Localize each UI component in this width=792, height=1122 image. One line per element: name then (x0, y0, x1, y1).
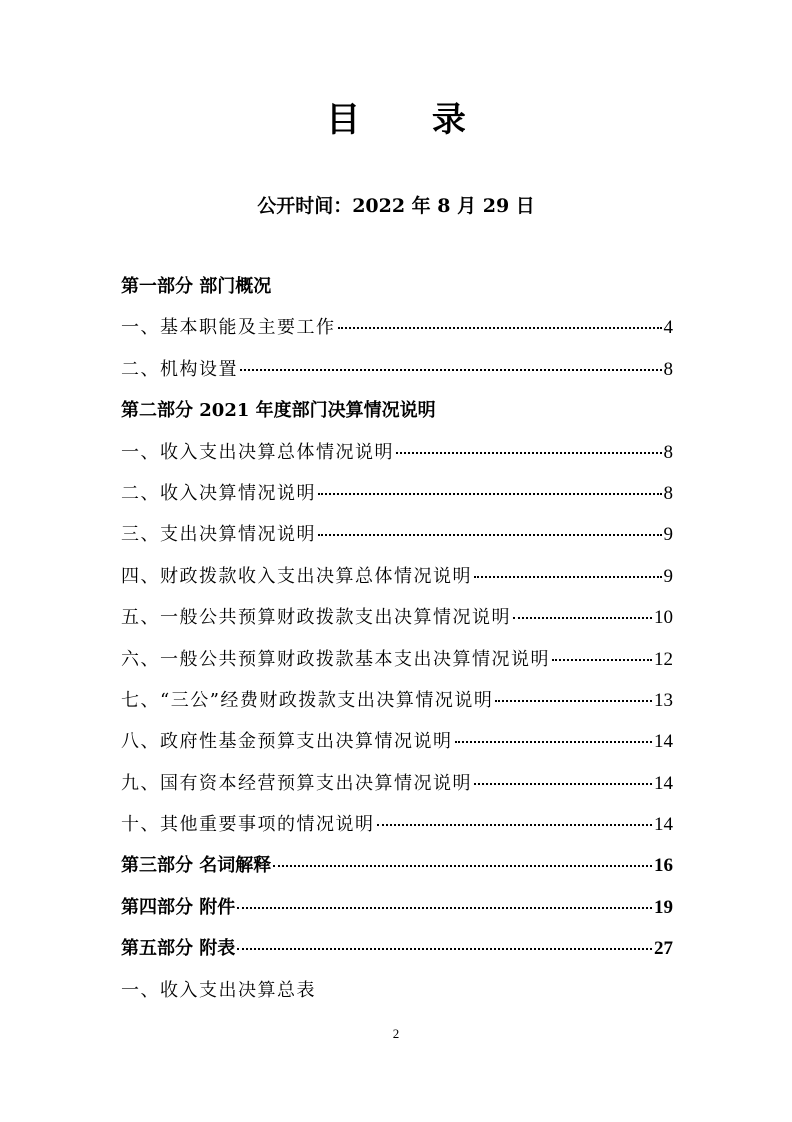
page-number: 2 (392, 1026, 400, 1041)
toc-entry-label: 一、收入支出决算总表 (121, 979, 316, 1001)
toc-dot-leader (318, 493, 662, 495)
toc-entry-label: 五、一般公共预算财政拨款支出决算情况说明 (121, 607, 511, 629)
toc-part-heading[interactable] (121, 933, 673, 974)
toc-entry[interactable] (121, 478, 673, 519)
toc-dot-leader (318, 534, 662, 536)
toc-entry-page: 27 (654, 938, 673, 960)
toc-entry-page: 14 (654, 731, 673, 753)
toc-dot-leader (338, 327, 662, 329)
toc-entry[interactable] (121, 726, 673, 767)
toc-part-heading[interactable] (121, 271, 673, 312)
toc-entry[interactable] (121, 437, 673, 478)
toc-entry-page: 13 (654, 689, 673, 711)
toc-entry-page: 4 (663, 317, 673, 339)
toc-entry-label: 第三部分 名词解释 (121, 855, 272, 877)
toc-dot-leader (474, 576, 662, 578)
toc-entry[interactable] (121, 312, 673, 353)
toc-entry-page: 12 (654, 648, 673, 670)
toc-entry-label: 第二部分 2021 年度部门决算情况说明 (121, 400, 436, 422)
toc-entry-label: 八、政府性基金预算支出决算情况说明 (121, 731, 453, 753)
toc-entry-page: 10 (654, 607, 673, 629)
toc-dot-leader (240, 369, 662, 371)
toc-entry-page: 14 (654, 814, 673, 836)
toc-entry-page: 19 (654, 896, 673, 918)
toc-entry-label: 二、机构设置 (121, 358, 238, 380)
toc-dot-leader (377, 824, 653, 826)
toc-dot-leader (513, 617, 652, 619)
toc-entry-label: 第四部分 附件 (121, 896, 236, 918)
toc-dot-leader (495, 700, 652, 702)
toc-entry[interactable] (121, 975, 673, 1016)
toc-part-heading[interactable] (121, 892, 673, 933)
toc-entry-page: 8 (663, 441, 673, 463)
toc-entry-label: 一、基本职能及主要工作 (121, 317, 336, 339)
toc-dot-leader (273, 865, 652, 867)
toc-part-heading[interactable] (121, 395, 673, 436)
toc-entry[interactable] (121, 561, 673, 602)
toc-entry-label: 二、收入决算情况说明 (121, 482, 316, 504)
toc-entry[interactable] (121, 768, 673, 809)
toc-entry-label: 六、一般公共预算财政拨款基本支出决算情况说明 (121, 648, 550, 670)
toc-entry-label: 三、支出决算情况说明 (121, 524, 316, 546)
toc-dot-leader (474, 783, 652, 785)
toc-entry-label: 第五部分 附表 (121, 938, 236, 960)
toc-entry[interactable] (121, 685, 673, 726)
toc-entry-page: 14 (654, 772, 673, 794)
toc-entry[interactable] (121, 809, 673, 850)
toc-entry-label: 四、财政拨款收入支出决算总体情况说明 (121, 565, 472, 587)
toc-entry-label: 七、“三公”经费财政拨款支出决算情况说明 (121, 689, 494, 711)
toc-entry-page: 9 (663, 565, 673, 587)
toc-dot-leader (455, 741, 653, 743)
toc-entry-page: 8 (663, 358, 673, 380)
toc-dot-leader (237, 948, 652, 950)
toc-entry-label: 一、收入支出决算总体情况说明 (121, 441, 394, 463)
toc-entry[interactable] (121, 519, 673, 560)
toc-entry[interactable] (121, 644, 673, 685)
toc-entry[interactable] (121, 354, 673, 395)
toc-entry-page: 9 (663, 524, 673, 546)
page-title: 目 录 (326, 100, 496, 140)
toc-part-heading[interactable] (121, 850, 673, 891)
publish-date: 公开时间：2022 年 8 月 29 日 (257, 195, 535, 217)
toc-entry-label: 十、其他重要事项的情况说明 (121, 814, 375, 836)
table-of-contents (121, 271, 673, 1016)
toc-entry-page: 16 (654, 855, 673, 877)
toc-entry-label: 第一部分 部门概况 (121, 276, 272, 297)
toc-dot-leader (237, 907, 652, 909)
toc-dot-leader (396, 452, 662, 454)
toc-entry-label: 九、国有资本经营预算支出决算情况说明 (121, 772, 472, 794)
toc-dot-leader (552, 659, 652, 661)
toc-entry-page: 8 (663, 482, 673, 504)
toc-entry[interactable] (121, 602, 673, 643)
